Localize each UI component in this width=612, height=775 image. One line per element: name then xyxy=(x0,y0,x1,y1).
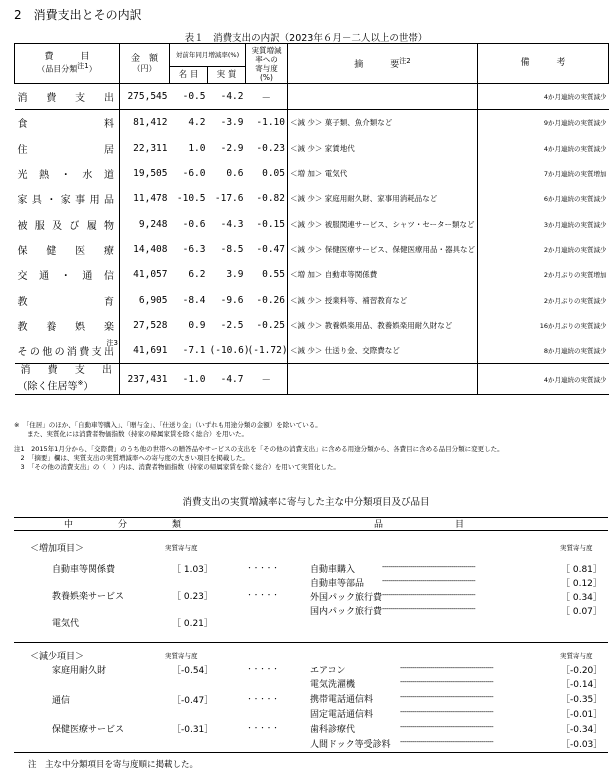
row-contrib: － xyxy=(246,84,288,110)
decrease-sub-value: ［-0.35］ xyxy=(561,695,603,705)
row-real: (-10.6) xyxy=(209,345,250,357)
row-contrib: -0.25 xyxy=(256,319,285,331)
decrease-sub-value: ［-0.14］ xyxy=(561,680,603,690)
leader-line: ---------------------------------------------- xyxy=(382,605,476,613)
decrease-label: ＜減少項目＞ xyxy=(30,652,85,662)
row-nominal: 1.0 xyxy=(188,142,206,154)
increase-sub-value: ［ 0.81］ xyxy=(561,565,602,575)
row-real: 3.9 xyxy=(226,269,244,281)
header-nominal: 名 目 xyxy=(170,67,208,84)
row-category: 食 料 xyxy=(17,119,114,131)
increase-sub-name: 国内パック旅行費 xyxy=(310,607,383,617)
row-nominal: -0.6 xyxy=(182,218,206,230)
row-amount: 237,431 xyxy=(120,364,170,395)
footnote: 2 「摘要」欄は、実質支出の実質増減率への寄与度の大きい項目を掲載した。 xyxy=(14,454,249,462)
row-category: 教 養 娯 楽 xyxy=(17,321,114,333)
increase-sub-value: ［ 0.12］ xyxy=(561,579,602,589)
row-real: 0.6 xyxy=(226,168,244,180)
row-amount: 19,505 xyxy=(120,161,170,186)
row-summary: ＜減 少＞ 保健医療サービス、保健医療用品・器具など xyxy=(288,237,478,262)
row-remarks: 16か月ぶりの実質減少 xyxy=(478,313,609,338)
row-contrib: -0.47 xyxy=(256,243,285,255)
table-row-total-excl-housing xyxy=(15,364,609,395)
row-remarks: 2か月ぶりの実質増加 xyxy=(478,262,609,287)
row-category: 住 居 xyxy=(17,144,114,156)
row-category: 家具・家事用品 xyxy=(17,195,114,207)
footnote: ※ 「住居」のほか、「自動車等購入」、「贈与金」、「仕送り金」（いずれも用途分類の金額）を除いている。 xyxy=(14,421,322,429)
row-summary: ＜増 加＞ 電気代 xyxy=(288,161,478,186)
row-contrib: 0.05 xyxy=(262,168,285,180)
header-remarks: 備 考 xyxy=(478,44,609,84)
footnote: 3 「その他の消費支出」の（ ）内は、消費者物価指数（持家の帰属家賃を除く総合）を用いて実質化した。 xyxy=(14,463,340,471)
decrease-item-dots: ・・・・・ xyxy=(246,665,279,673)
table-caption: 表１ 消費支出の内訳（2023年６月－二人以上の世帯） xyxy=(184,33,428,44)
row-nominal: -7.1 xyxy=(182,345,206,357)
increase-sub-value: ［ 0.07］ xyxy=(561,607,602,617)
sub-caption: 消費支出の実質増減率に寄与した主な中分類項目及び品目 xyxy=(182,497,430,508)
row-real: -4.2 xyxy=(208,84,246,110)
row-summary: ＜減 少＞ 仕送り金、交際費など xyxy=(288,338,478,364)
leader-line: ---------------------------------------------- xyxy=(400,723,494,731)
row-real: -3.9 xyxy=(220,117,244,129)
divider xyxy=(14,642,608,643)
row-contrib: -0.26 xyxy=(256,294,285,306)
row-remarks: 2か月連続の実質減少 xyxy=(478,237,609,262)
row-category: 交 通 ・ 通 信 xyxy=(17,271,114,283)
row-amount: 6,905 xyxy=(120,287,170,312)
row-real: -9.6 xyxy=(220,294,244,306)
row-contrib: (-1.72) xyxy=(247,345,288,357)
leader-line: ---------------------------------------------- xyxy=(400,693,494,701)
row-category: 被服及び履物 xyxy=(17,220,114,232)
table-row xyxy=(15,186,609,211)
decrease-sub-value: ［-0.01］ xyxy=(561,710,603,720)
row-contrib: 0.55 xyxy=(262,269,285,281)
row-remarks: 4か月連続の実質減少 xyxy=(478,84,609,110)
row-amount: 81,412 xyxy=(120,110,170,136)
row-remarks: 7か月連続の実質増加 xyxy=(478,161,609,186)
row-summary: ＜減 少＞ 教養娯楽用品、教養娯楽用耐久財など xyxy=(288,313,478,338)
row-summary: ＜減 少＞ 家賃地代 xyxy=(288,136,478,161)
expenditure-table xyxy=(14,43,609,395)
decrease-item-name: 保健医療サービス xyxy=(52,725,125,735)
row-real: -17.6 xyxy=(214,193,244,205)
header-real: 実 質 xyxy=(208,67,246,84)
footnotes xyxy=(14,421,608,472)
divider xyxy=(14,752,608,753)
row-amount: 14,408 xyxy=(120,237,170,262)
row-real: -4.7 xyxy=(208,364,246,395)
leader-line: ---------------------------------------------- xyxy=(400,664,494,672)
sub-note: 注 主な中分類項目を寄与度順に掲載した。 xyxy=(28,760,199,770)
decrease-item-value: ［-0.54］ xyxy=(172,666,214,676)
row-remarks: 3か月連続の実質減少 xyxy=(478,211,609,236)
row-amount: 41,057 xyxy=(120,262,170,287)
row-contrib: -0.82 xyxy=(256,193,285,205)
section-title: 2 消費支出とその内訳 xyxy=(14,8,142,22)
row-category: 教 育 xyxy=(17,296,114,308)
row-contrib: -0.23 xyxy=(256,142,285,154)
decrease-sub-contrib-header: 実質寄与度 xyxy=(560,652,593,660)
sub-header-item: 品 目 xyxy=(374,520,465,530)
row-nominal: 4.2 xyxy=(188,117,206,129)
increase-item-name: 自動車等関係費 xyxy=(52,565,116,575)
row-amount: 275,545 xyxy=(120,84,170,110)
row-real: -2.5 xyxy=(220,319,244,331)
table-row xyxy=(15,237,609,262)
row-remarks: 4か月連続の実質減少 xyxy=(478,136,609,161)
decrease-sub-name: 歯科診療代 xyxy=(310,725,356,735)
decrease-item-name: 通信 xyxy=(52,696,71,706)
leader-line: ---------------------------------------------- xyxy=(382,563,476,571)
row-summary xyxy=(288,84,478,110)
row-category: 保 健 医 療 xyxy=(17,245,114,257)
row-remarks: 6か月連続の実質減少 xyxy=(478,186,609,211)
row-contrib: -0.15 xyxy=(256,218,285,230)
increase-sub-name: 自動車購入 xyxy=(310,565,356,575)
leader-line: ---------------------------------------------- xyxy=(382,577,476,585)
table-row xyxy=(15,338,609,364)
increase-item-value: ［ 1.03］ xyxy=(172,565,213,575)
header-summary: 摘 要$^{注2}$ xyxy=(288,44,478,84)
increase-item-name: 電気代 xyxy=(52,619,80,629)
row-category: 消 費 支 出 （除く住居等※） xyxy=(15,364,120,395)
row-real: -8.5 xyxy=(220,243,244,255)
row-nominal: -6.3 xyxy=(182,243,206,255)
increase-sub-name: 自動車等部品 xyxy=(310,579,365,589)
row-nominal: -10.5 xyxy=(176,193,206,205)
decrease-item-dots: ・・・・・ xyxy=(246,724,279,732)
row-summary: ＜減 少＞ 家庭用耐久財、家事用消耗品など xyxy=(288,186,478,211)
increase-item-value: ［ 0.23］ xyxy=(172,592,213,602)
row-amount: 9,248 xyxy=(120,211,170,236)
row-category: 光 熱 ・ 水 道 xyxy=(17,170,114,182)
table-row xyxy=(15,161,609,186)
table-row xyxy=(15,313,609,338)
decrease-item-name: 家庭用耐久財 xyxy=(52,666,107,676)
header-yoy: 対前年同月増減率(%) xyxy=(170,44,246,67)
decrease-item-value: ［-0.47］ xyxy=(172,696,214,706)
row-amount: 27,528 xyxy=(120,313,170,338)
footnote: 注1 2015年1月分から、「交際費」のうち他の世帯への贈答品やサービスの支出を「その他の消費支出」に含める用途分類から、各費目に含める品目分類に変更した。 xyxy=(14,445,504,453)
row-nominal: 6.2 xyxy=(188,269,206,281)
row-summary: ＜減 少＞ 授業料等、補習教育など xyxy=(288,287,478,312)
header-contrib: 実質増減 率への 寄与度 (%) xyxy=(246,44,288,84)
decrease-sub-name: 人間ドック等受診料 xyxy=(310,740,391,750)
row-contrib: -1.10 xyxy=(256,117,285,129)
sub-header-bar xyxy=(14,517,608,531)
increase-sub-contrib-header: 実質寄与度 xyxy=(560,544,593,552)
leader-line: ---------------------------------------------- xyxy=(382,591,476,599)
increase-item-dots: ・・・・・ xyxy=(246,591,279,599)
row-summary: ＜増 加＞ 自動車等関係費 xyxy=(288,262,478,287)
decrease-sub-name: エアコン xyxy=(310,666,346,676)
row-remarks: 2か月ぶりの実質減少 xyxy=(478,287,609,312)
increase-item-value: ［ 0.21］ xyxy=(172,619,213,629)
table-row xyxy=(15,136,609,161)
row-amount: 11,478 xyxy=(120,186,170,211)
row-remarks: 9か月連続の実質減少 xyxy=(478,110,609,136)
increase-item-dots: ・・・・・ xyxy=(246,564,279,572)
table-row xyxy=(15,211,609,236)
header-amount: 金 額 （円） xyxy=(120,44,170,84)
leader-line: ---------------------------------------------- xyxy=(400,708,494,716)
row-summary: ＜減 少＞ 被服関連サービス、シャツ・セーター類など xyxy=(288,211,478,236)
decrease-item-value: ［-0.31］ xyxy=(172,725,214,735)
increase-item-name: 教養娯楽サービス xyxy=(52,592,125,602)
row-summary: ＜減 少＞ 菓子類、魚介類など xyxy=(288,110,478,136)
footnote: また、実質化には消費者物価指数（持家の帰属家賃を除く総合）を用いた。 xyxy=(14,430,248,438)
decrease-sub-name: 携帯電話通信料 xyxy=(310,695,374,705)
row-remarks: 4か月連続の実質減少 xyxy=(478,364,609,395)
table-row xyxy=(15,287,609,312)
decrease-sub-name: 電気洗濯機 xyxy=(310,680,356,690)
increase-sub-name: 外国パック旅行費 xyxy=(310,593,383,603)
increase-label: ＜増加項目＞ xyxy=(30,544,85,554)
row-category: その他の消費支出 注3 xyxy=(17,338,118,359)
row-category: 消 費 支 出 xyxy=(15,84,120,110)
leader-line: ---------------------------------------------- xyxy=(400,678,494,686)
header-item: 費 目 （品目分類$^{注1}$） xyxy=(15,44,120,84)
decrease-sub-value: ［-0.20］ xyxy=(561,666,603,676)
row-real: -2.9 xyxy=(220,142,244,154)
row-nominal: -6.0 xyxy=(182,168,206,180)
row-contrib: － xyxy=(246,364,288,395)
leader-line: ---------------------------------------------- xyxy=(400,738,494,746)
decrease-sub-value: ［-0.03］ xyxy=(561,740,603,750)
decrease-sub-value: ［-0.34］ xyxy=(561,725,603,735)
row-amount: 41,691 xyxy=(120,338,170,364)
row-nominal: -0.5 xyxy=(170,84,208,110)
table-row xyxy=(15,262,609,287)
row-nominal: -8.4 xyxy=(182,294,206,306)
sub-header-mid: 中 分 類 xyxy=(64,520,182,530)
increase-contrib-header: 実質寄与度 xyxy=(165,544,198,552)
row-nominal: 0.9 xyxy=(188,319,206,331)
table-row xyxy=(15,110,609,136)
increase-sub-value: ［ 0.34］ xyxy=(561,593,602,603)
row-real: -4.3 xyxy=(220,218,244,230)
decrease-contrib-header: 実質寄与度 xyxy=(165,652,198,660)
row-nominal: -1.0 xyxy=(170,364,208,395)
decrease-item-dots: ・・・・・ xyxy=(246,695,279,703)
row-amount: 22,311 xyxy=(120,136,170,161)
table-row xyxy=(15,84,609,110)
row-summary xyxy=(288,364,478,395)
row-remarks: 8か月連続の実質減少 xyxy=(478,338,609,364)
decrease-sub-name: 固定電話通信料 xyxy=(310,710,374,720)
